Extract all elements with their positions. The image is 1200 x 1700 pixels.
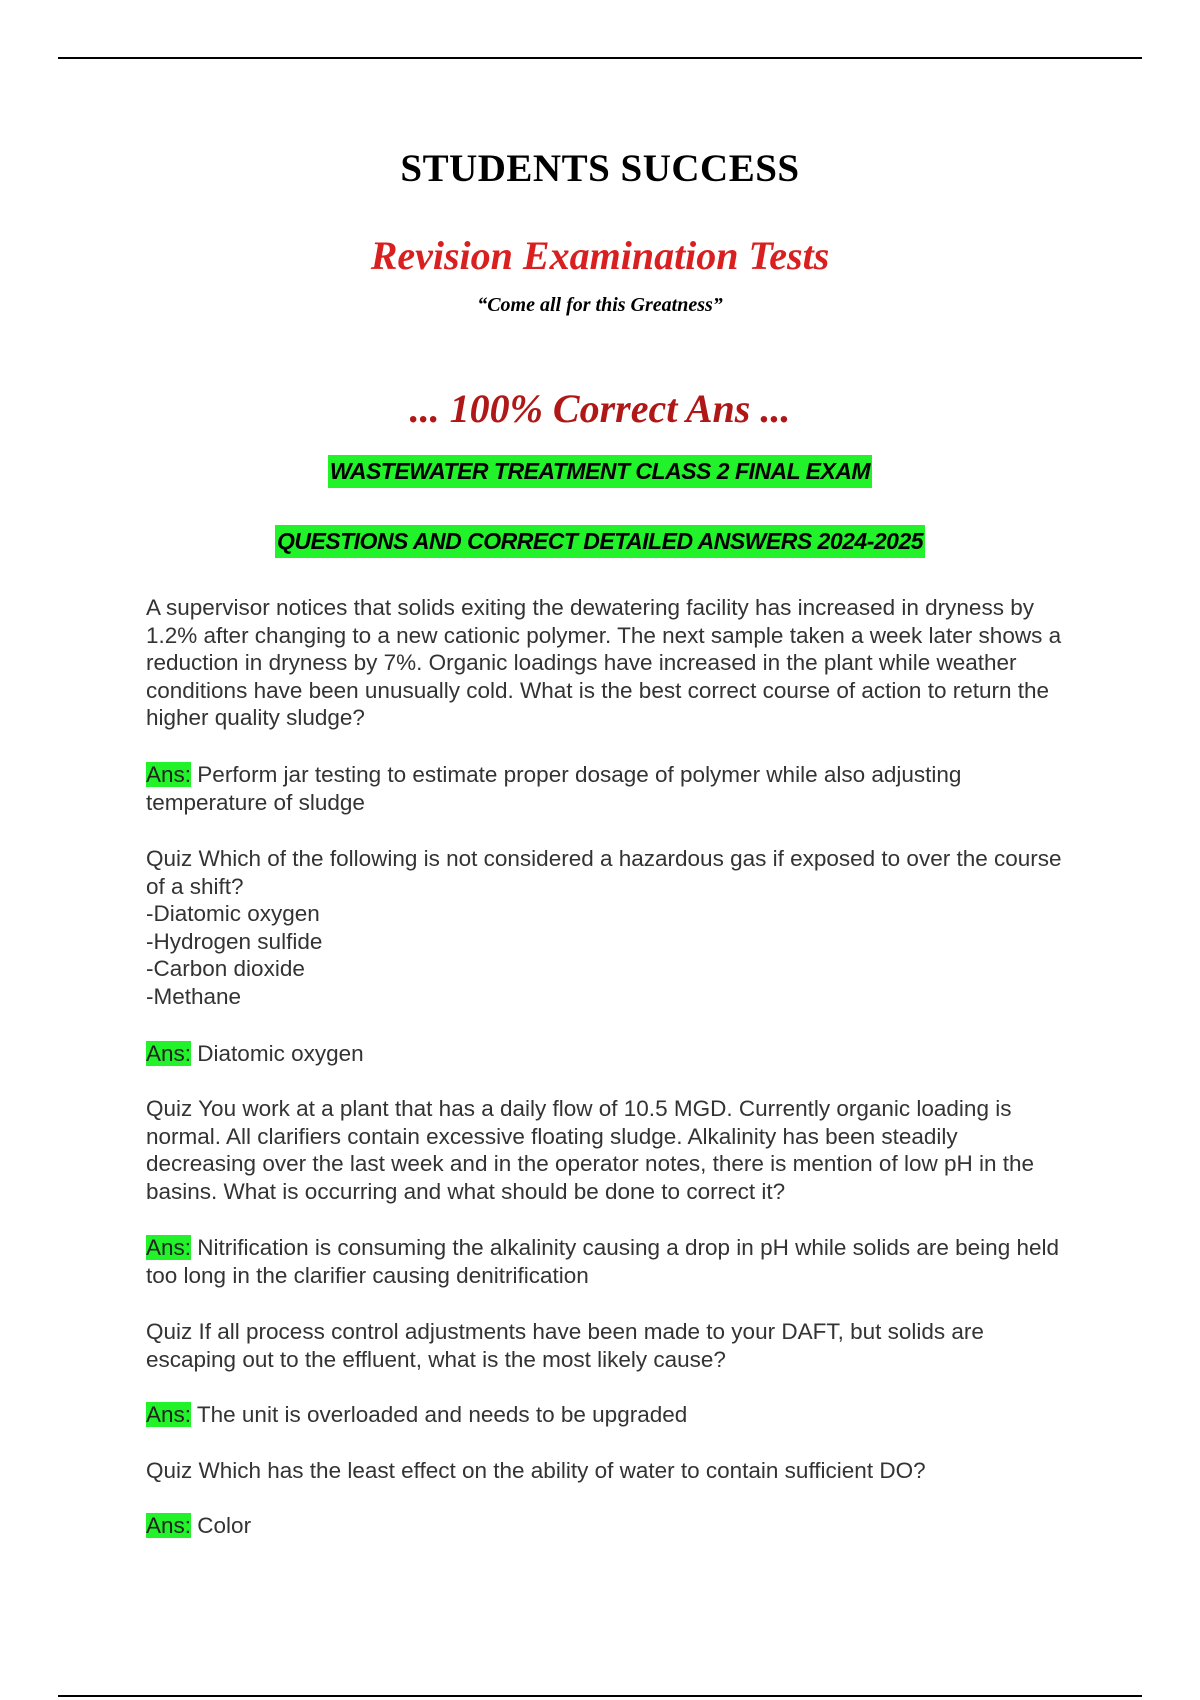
question-3: Quiz You work at a plant that has a daily flow of 10.5 MGD. Currently organic loading is normal. All clarifiers contain excessive floating sludge. Alkalinity has been steadily decreasing over the last week and in the operator notes, there is mention of low pH in the basins. What is occurring and what should be done to correct it? bbox=[146, 1096, 1035, 1204]
option-item: -Methane bbox=[146, 983, 242, 1009]
answer-2 bbox=[146, 1040, 1066, 1068]
question-5: Quiz Which has the least effect on the ability of water to contain sufficient DO? bbox=[146, 1458, 926, 1483]
exam-title-banner bbox=[0, 458, 1200, 485]
option-item: -Carbon dioxide bbox=[146, 956, 305, 981]
answer-label: Ans: bbox=[146, 762, 192, 787]
answer-label: Ans: bbox=[146, 1041, 192, 1066]
answer-5-text: Color bbox=[197, 1513, 252, 1538]
correct-answers-banner: ... 100% Correct Ans ... bbox=[409, 386, 791, 431]
answer-label: Ans: bbox=[146, 1235, 192, 1260]
answer-3-text: Nitrification is consuming the alkalinity causing a drop in pH while solids are being held too long in the clarifier causing denitrification bbox=[146, 1235, 1059, 1288]
question-1: A supervisor notices that solids exiting the dewatering facility has increased in dryness by 1.2% after changing to a new cationic polymer. The next sample taken a week later shows a reduction in dryness by 7%. Organic loadings have increased in the plant while weather conditions have been unusually cold. What is the best correct course of action to return the higher quality sludge? bbox=[146, 595, 1062, 730]
question-2-text: Quiz Which of the following is not considered a hazardous gas if exposed to over the course of a shift? bbox=[146, 846, 1062, 899]
question-2 bbox=[146, 845, 1066, 1010]
answer-4-text: The unit is overloaded and needs to be upgraded bbox=[196, 1402, 688, 1427]
exam-subtitle-text: QUESTIONS AND CORRECT DETAILED ANSWERS 2024-2025 bbox=[275, 525, 925, 558]
answer-1-text: Perform jar testing to estimate proper dosage of polymer while also adjusting temperature of sludge bbox=[146, 762, 962, 815]
answer-1 bbox=[146, 761, 1066, 816]
answer-3 bbox=[146, 1234, 1066, 1289]
answer-label: Ans: bbox=[146, 1513, 192, 1538]
answer-2-text: Diatomic oxygen bbox=[197, 1041, 364, 1066]
document-title: STUDENTS SUCCESS bbox=[400, 147, 800, 190]
document-subtitle: Revision Examination Tests bbox=[370, 233, 830, 278]
option-item: -Diatomic oxygen bbox=[146, 901, 320, 926]
question-4: Quiz If all process control adjustments have been made to your DAFT, but solids are escaping out to the effluent, what is the most likely cause? bbox=[146, 1319, 984, 1372]
answer-4 bbox=[146, 1401, 1066, 1429]
exam-title-text: WASTEWATER TREATMENT CLASS 2 FINAL EXAM bbox=[328, 455, 872, 488]
option-item: -Hydrogen sulfide bbox=[146, 928, 323, 954]
exam-subtitle-banner bbox=[0, 528, 1200, 555]
bottom-rule bbox=[58, 1695, 1142, 1697]
answer-5 bbox=[146, 1512, 1066, 1540]
tagline: “Come all for this Greatness” bbox=[477, 294, 723, 316]
answer-label: Ans: bbox=[146, 1402, 192, 1427]
top-rule bbox=[58, 57, 1142, 59]
